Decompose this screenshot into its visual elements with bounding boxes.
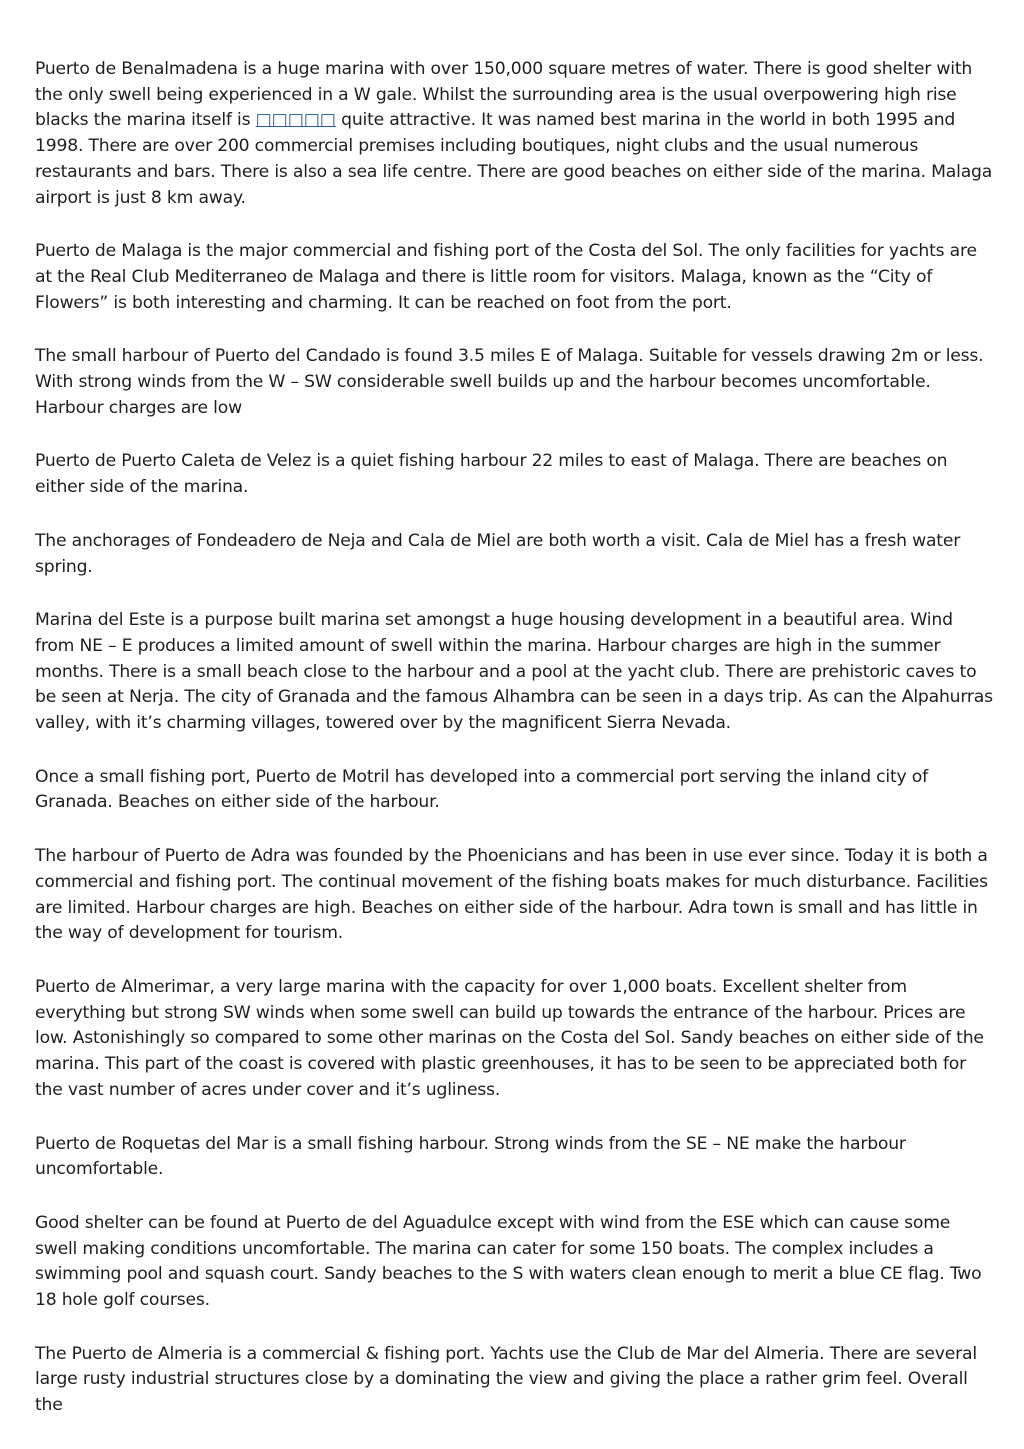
document-body bbox=[35, 57, 993, 1447]
paragraph-text: Puerto de Benalmadena is a huge marina with over 150,000 square metres of water. There is good shelter with the only swell being experienced in a W gale. Whilst the surrounding area is the usual overpowering high rise blacks the marina itself is bbox=[35, 59, 973, 131]
paragraph-roquetas: Puerto de Roquetas del Mar is a small fishing harbour. Strong winds from the SE – NE make the harbour uncomfortable. bbox=[35, 1133, 906, 1180]
paragraph-aguadulce: Good shelter can be found at Puerto de del Aguadulce except with wind from the ESE which can cause some swell making conditions uncomfortable. The marina can cater for some 150 boats. The complex includes a swimming pool and squash court. Sandy beaches to the S with waters clean enough to merit a blue CE flag. Two 18 hole golf courses. bbox=[35, 1212, 982, 1311]
paragraph-malaga: Puerto de Malaga is the major commercial and fishing port of the Costa del Sol. The only facilities for yachts are at the Real Club Mediterraneo de Malaga and there is little room for visitors. Malaga, known as the “City of Flowers” is both interesting and charming. It can be reached on foot from the port. bbox=[35, 241, 977, 313]
paragraph-almerimar: Puerto de Almerimar, a very large marina with the capacity for over 1,000 boats. Excellent shelter from everything but strong SW winds when some swell can build up towards the entrance of the harbour. Prices are low. Astonishingly so compared to some other marinas on the Costa del Sol. Sandy beaches on either side of the marina. This part of the coast is covered with plastic greenhouses, it has to be seen to be appreciated both for the vast number of acres under cover and it’s ugliness. bbox=[35, 976, 984, 1100]
paragraph-almeria: The Puerto de Almeria is a commercial & fishing port. Yachts use the Club de Mar del Almeria. There are several large rusty industrial structures close by a dominating the view and giving the place a rather grim feel. Overall the bbox=[35, 1343, 977, 1416]
paragraph-benalmadena bbox=[35, 57, 993, 211]
paragraph-motril: Once a small fishing port, Puerto de Motril has developed into a commercial port serving the inland city of Granada. Beaches on either side of the harbour. bbox=[35, 766, 928, 813]
paragraph-anchorages: The anchorages of Fondeadero de Neja and Cala de Miel are both worth a visit. Cala de Miel has a fresh water spring. bbox=[35, 530, 961, 577]
paragraph-text: quite attractive. It was named best marina in the world in both 1995 and 1998. There are over 200 commercial premises including boutiques, night clubs and the usual numerous restaurants and bars. There is also a sea life centre. There are good beaches on either side of the marina. Malaga airport is just 8 km away. bbox=[35, 110, 993, 208]
paragraph-candado: The small harbour of Puerto del Candado is found 3.5 miles E of Malaga. Suitable for vessels drawing 2m or less. With strong winds from the W – SW considerable swell builds up and the harbour becomes uncomfortable. Harbour charges are low bbox=[35, 346, 984, 418]
paragraph-adra: The harbour of Puerto de Adra was founded by the Phoenicians and has been in use ever since. Today it is both a commercial and fishing port. The continual movement of the fishing boats makes for much disturbance. Facilities are limited. Harbour charges are high. Beaches on either side of the harbour. Adra town is small and has little in the way of development for tourism. bbox=[35, 846, 988, 944]
paragraph-marina-del-este: Marina del Este is a purpose built marina set amongst a huge housing development in a beautiful area. Wind from NE – E produces a limited amount of swell within the marina. Harbour charges are high in the summer months. There is a small beach close to the harbour and a pool at the yacht club. There are prehistoric caves to be seen at Nerja. The city of Granada and the famous Alhambra can be seen in a days trip. As can the Alpahurras valley, with it’s charming villages, towered over by the magnificent Sierra Nevada. bbox=[35, 610, 993, 734]
inline-link[interactable]: □□□□□ bbox=[255, 110, 336, 131]
paragraph-caleta-de-velez: Puerto de Puerto Caleta de Velez is a quiet fishing harbour 22 miles to east of Malaga. There are beaches on either side of the marina. bbox=[35, 451, 948, 498]
